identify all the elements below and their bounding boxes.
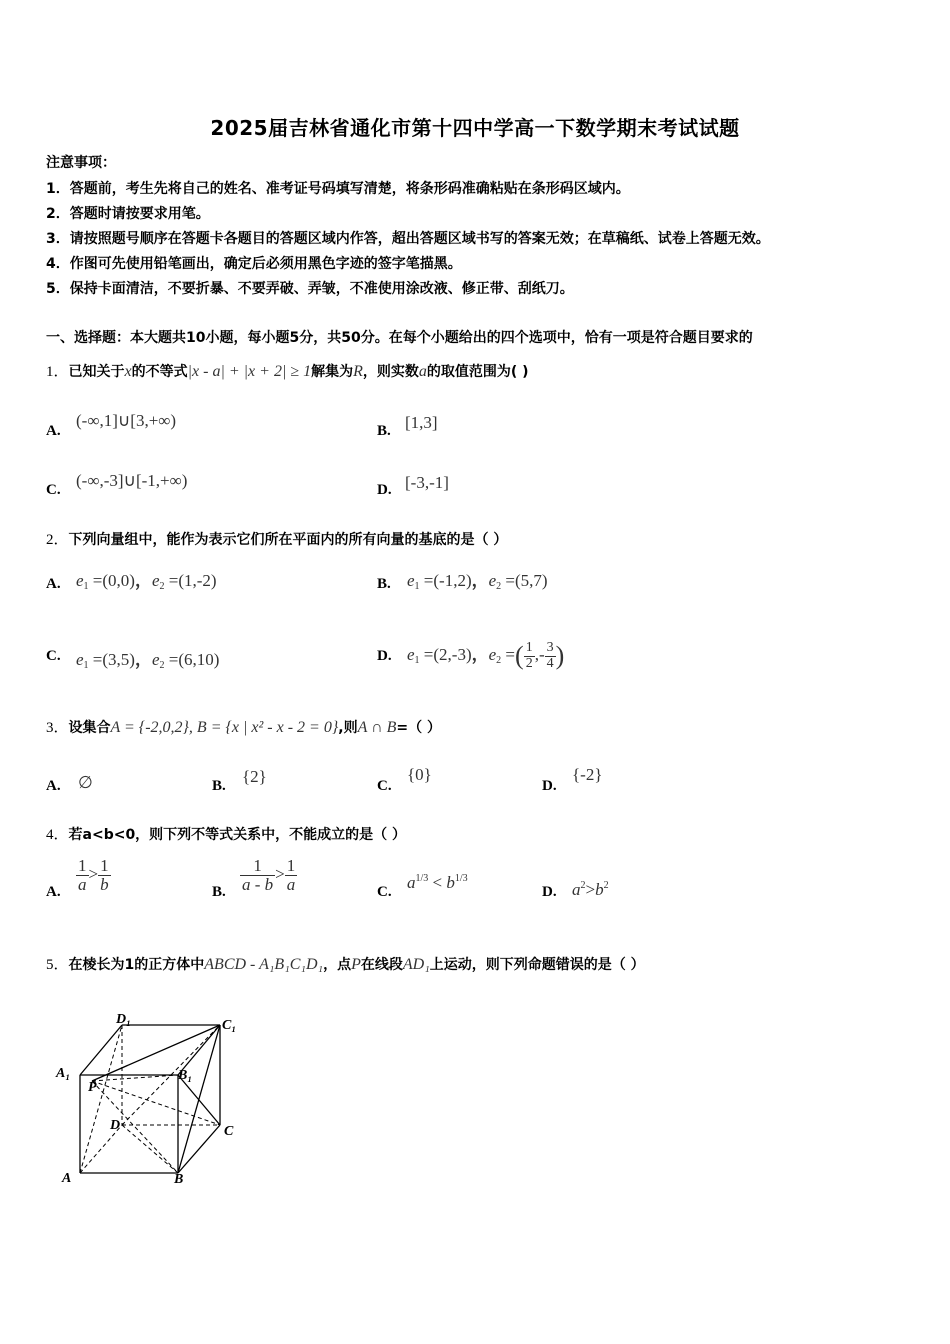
label-d: D [110, 1118, 121, 1133]
label-b: B [174, 1172, 184, 1187]
label-a: A [62, 1171, 72, 1186]
label-c1: C₁ [222, 1018, 237, 1033]
notice-item: 2．答题时请按要求用笔。 [46, 206, 210, 222]
label-p: P [88, 1080, 97, 1095]
question-3: 3．设集合A = {-2,0,2}, B = {x | x² - x - 2 = 0},则A ∩ B=（ ） [46, 719, 441, 736]
q1-option-c[interactable]: (-∞,-3]∪[-1,+∞) [76, 471, 188, 490]
q4-option-b-label[interactable]: B. [212, 884, 226, 900]
q3-option-d-label[interactable]: D. [542, 778, 557, 794]
q4-option-d[interactable]: $a^2>b^2$ [572, 880, 609, 899]
q1-option-d[interactable]: [-3,-1] [405, 473, 449, 492]
label-b1: B₁ [178, 1068, 193, 1083]
notice-item: 4．作图可先使用铅笔画出，确定后必须用黑色字迹的签字笔描黑。 [46, 256, 462, 272]
q4-option-d-label[interactable]: D. [542, 884, 557, 900]
q3-option-a[interactable]: ∅ [78, 773, 93, 792]
q1-option-a-label[interactable]: A. [46, 423, 61, 439]
notice-item: 5．保持卡面清洁，不要折暴、不要弄破、弄皱，不准使用涂改液、修正带、刮纸刀。 [46, 281, 574, 297]
q1-option-a[interactable]: (-∞,1]∪[3,+∞) [76, 411, 177, 430]
q3-option-c-label[interactable]: C. [377, 778, 392, 794]
notice-item: 1．答题前，考生先将自己的姓名、准考证号码填写清楚，将条形码准确粘贴在条形码区域内。 [46, 181, 630, 197]
cube-figure [52, 1005, 252, 1190]
question-2: 2．下列向量组中，能作为表示它们所在平面内的所有向量的基底的是（ ） [46, 532, 508, 548]
q3-option-a-label[interactable]: A. [46, 778, 61, 794]
q2-option-d[interactable]: $e_1 =(2,-3)$，$e_2$ =( $\frac{1}{2}$ ,- $\frac{3}{4}$ ) [407, 639, 565, 671]
q2-option-a[interactable]: $e_1 =(0,0)$，$e_2 =(1,-2)$ [76, 571, 217, 592]
question-5: 5．在棱长为1的正方体中ABCD - A₁B₁C₁D₁，点P在线段AD₁上运动，则下列命题错误的是（ ） [46, 956, 645, 973]
q2-option-c[interactable]: $e_1 =(3,5)$，$e_2 =(6,10)$ [76, 650, 220, 671]
q4-option-a[interactable]: $\frac{1}{a}$ > $\frac{1}{b}$ [78, 856, 109, 894]
q4-option-c[interactable]: $a^{1/3} < b^{1/3}$ [407, 873, 468, 892]
q3-option-b-label[interactable]: B. [212, 778, 226, 794]
label-d1: D₁ [116, 1012, 131, 1027]
q2-option-b[interactable]: $e_1 =(-1,2)$，$e_2 =(5,7)$ [407, 571, 548, 592]
q1-option-b[interactable]: [1,3] [405, 413, 438, 432]
q3-option-d[interactable]: {-2} [572, 765, 603, 784]
label-c: C [224, 1124, 234, 1139]
q4-option-a-label[interactable]: A. [46, 884, 61, 900]
q3-option-c[interactable]: {0} [407, 765, 432, 784]
q2-option-a-label[interactable]: A. [46, 576, 61, 592]
notice-heading: 注意事项： [46, 155, 116, 171]
q4-option-c-label[interactable]: C. [377, 884, 392, 900]
q1-option-d-label[interactable]: D. [377, 482, 392, 498]
q2-option-b-label[interactable]: B. [377, 576, 391, 592]
question-4: 4．若a<b<0，则下列不等式关系中，不能成立的是（ ） [46, 827, 407, 843]
label-a1: A₁ [56, 1066, 71, 1081]
q2-option-d-label[interactable]: D. [377, 648, 392, 664]
q2-option-c-label[interactable]: C. [46, 648, 61, 664]
section-heading: 一、选择题：本大题共10小题，每小题5分，共50分。在每个小题给出的四个选项中，恰有一项是符合题目要求的 [46, 330, 753, 346]
question-1: 1．已知关于x的不等式|x - a| + |x + 2| ≥ 1解集为R，则实数a的取值范围为( ) [46, 363, 529, 380]
q1-option-b-label[interactable]: B. [377, 423, 391, 439]
page-title: 2025届吉林省通化市第十四中学高一下数学期末考试试题 [210, 116, 740, 140]
notice-item: 3．请按照题号顺序在答题卡各题目的答题区域内作答，超出答题区域书写的答案无效；在草稿纸、试卷上答题无效。 [46, 231, 770, 247]
q3-option-b[interactable]: {2} [242, 767, 267, 786]
q1-option-c-label[interactable]: C. [46, 482, 61, 498]
q4-option-b[interactable]: $\frac{1}{a - b}$ > $\frac{1}{a}$ [242, 856, 296, 894]
